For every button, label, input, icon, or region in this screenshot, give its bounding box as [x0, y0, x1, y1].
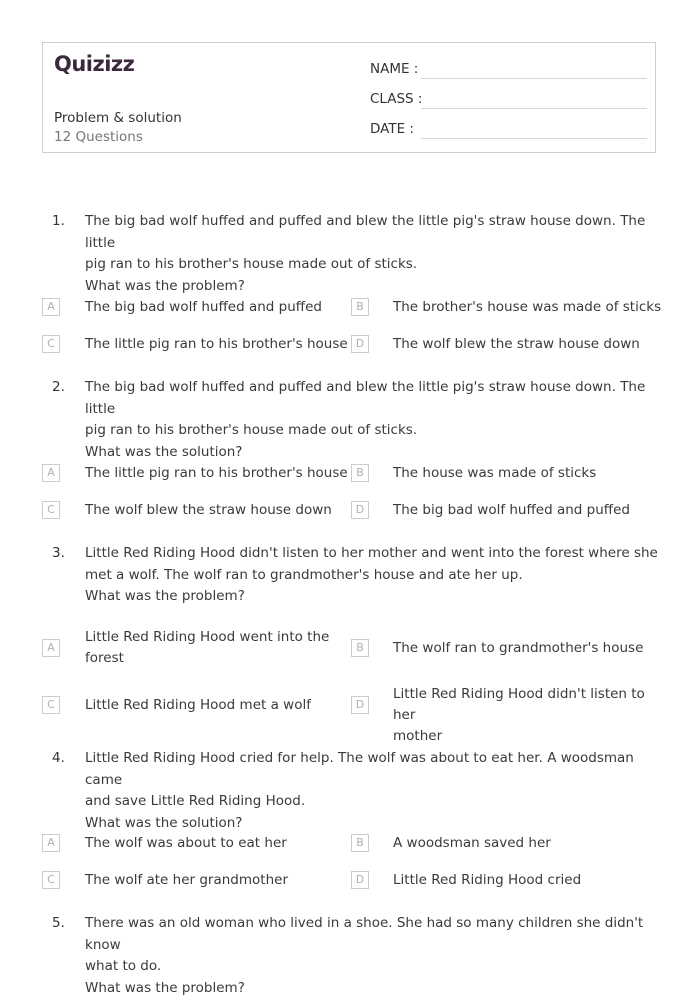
question-line: The big bad wolf huffed and puffed and blew the little pig's straw house down. The little	[85, 377, 660, 420]
option-letter-box[interactable]: D	[351, 501, 369, 519]
option-letter-box[interactable]: D	[351, 871, 369, 889]
option-text: Little Red Riding Hood didn't listen to her	[393, 684, 668, 726]
option-letter-box[interactable]: B	[351, 639, 369, 657]
question-text	[85, 211, 660, 297]
option-text: forest	[85, 648, 335, 669]
option-text: The wolf was about to eat her	[85, 833, 287, 854]
answer-option[interactable]	[393, 463, 596, 484]
question-number: 4.	[52, 750, 65, 766]
answer-option[interactable]	[85, 463, 348, 484]
option-text: The brother's house was made of sticks	[393, 297, 661, 318]
question-line: There was an old woman who lived in a shoe. She had so many children she didn't know	[85, 913, 660, 956]
option-letter-box[interactable]: D	[351, 696, 369, 714]
answer-option[interactable]	[85, 297, 322, 318]
question-count: 12 Questions	[54, 129, 143, 145]
option-letter-box[interactable]: A	[42, 639, 60, 657]
date-field-line	[421, 138, 647, 139]
answer-option[interactable]	[393, 870, 581, 891]
answer-option[interactable]	[85, 627, 335, 669]
question-line: what to do.	[85, 956, 660, 978]
option-letter-box[interactable]: A	[42, 834, 60, 852]
question-text	[85, 377, 660, 463]
option-text: A woodsman saved her	[393, 833, 551, 854]
question-line: Little Red Riding Hood didn't listen to her mother and went into the forest where she	[85, 543, 660, 565]
answer-option[interactable]	[85, 695, 311, 716]
question-line: pig ran to his brother's house made out of sticks.	[85, 420, 660, 442]
question-line: met a wolf. The wolf ran to grandmother's house and ate her up.	[85, 565, 660, 587]
question-number: 1.	[52, 213, 65, 229]
answer-option[interactable]	[85, 870, 288, 891]
option-letter-box[interactable]: B	[351, 298, 369, 316]
question-number: 3.	[52, 545, 65, 561]
option-letter-box[interactable]: A	[42, 464, 60, 482]
option-text: mother	[393, 726, 668, 747]
date-label: DATE :	[370, 121, 414, 137]
option-text: The big bad wolf huffed and puffed	[85, 297, 322, 318]
option-letter-box[interactable]: A	[42, 298, 60, 316]
class-label: CLASS :	[370, 91, 422, 107]
option-text: The little pig ran to his brother's house	[85, 463, 348, 484]
answer-option[interactable]	[85, 500, 332, 521]
question-line: and save Little Red Riding Hood.	[85, 791, 660, 813]
answer-option[interactable]	[393, 297, 661, 318]
question-line: Little Red Riding Hood cried for help. The wolf was about to eat her. A woodsman came	[85, 748, 660, 791]
class-field-line	[421, 108, 647, 109]
option-text: The big bad wolf huffed and puffed	[393, 500, 630, 521]
question-line: pig ran to his brother's house made out of sticks.	[85, 254, 660, 276]
answer-option[interactable]	[393, 684, 668, 747]
question-prompt: What was the problem?	[85, 978, 660, 999]
answer-option[interactable]	[393, 334, 640, 355]
option-text: Little Red Riding Hood went into the	[85, 627, 335, 648]
worksheet-header	[42, 42, 656, 153]
option-text: The little pig ran to his brother's house	[85, 334, 348, 355]
answer-option[interactable]	[393, 638, 643, 659]
option-text: Little Red Riding Hood cried	[393, 870, 581, 891]
option-letter-box[interactable]: C	[42, 696, 60, 714]
answer-option[interactable]	[85, 833, 287, 854]
option-letter-box[interactable]: B	[351, 834, 369, 852]
option-text: The wolf ate her grandmother	[85, 870, 288, 891]
answer-option[interactable]	[393, 833, 551, 854]
name-field-line	[421, 78, 647, 79]
question-text	[85, 543, 660, 608]
answer-option[interactable]	[85, 334, 348, 355]
option-text: The wolf blew the straw house down	[85, 500, 332, 521]
option-text: Little Red Riding Hood met a wolf	[85, 695, 311, 716]
question-number: 5.	[52, 915, 65, 931]
answer-option[interactable]	[393, 500, 630, 521]
option-letter-box[interactable]: C	[42, 335, 60, 353]
option-letter-box[interactable]: C	[42, 501, 60, 519]
option-text: The house was made of sticks	[393, 463, 596, 484]
question-prompt: What was the solution?	[85, 442, 660, 464]
question-prompt: What was the problem?	[85, 276, 660, 298]
option-letter-box[interactable]: B	[351, 464, 369, 482]
question-prompt: What was the problem?	[85, 586, 660, 608]
question-line: The big bad wolf huffed and puffed and blew the little pig's straw house down. The little	[85, 211, 660, 254]
quizizz-logo: Quizizz	[54, 52, 134, 76]
worksheet-title: Problem & solution	[54, 110, 182, 126]
option-text: The wolf ran to grandmother's house	[393, 638, 643, 659]
option-letter-box[interactable]: C	[42, 871, 60, 889]
question-prompt: What was the solution?	[85, 813, 660, 835]
question-number: 2.	[52, 379, 65, 395]
question-text	[85, 748, 660, 834]
name-label: NAME :	[370, 61, 418, 77]
option-letter-box[interactable]: D	[351, 335, 369, 353]
question-text	[85, 913, 660, 999]
option-text: The wolf blew the straw house down	[393, 334, 640, 355]
